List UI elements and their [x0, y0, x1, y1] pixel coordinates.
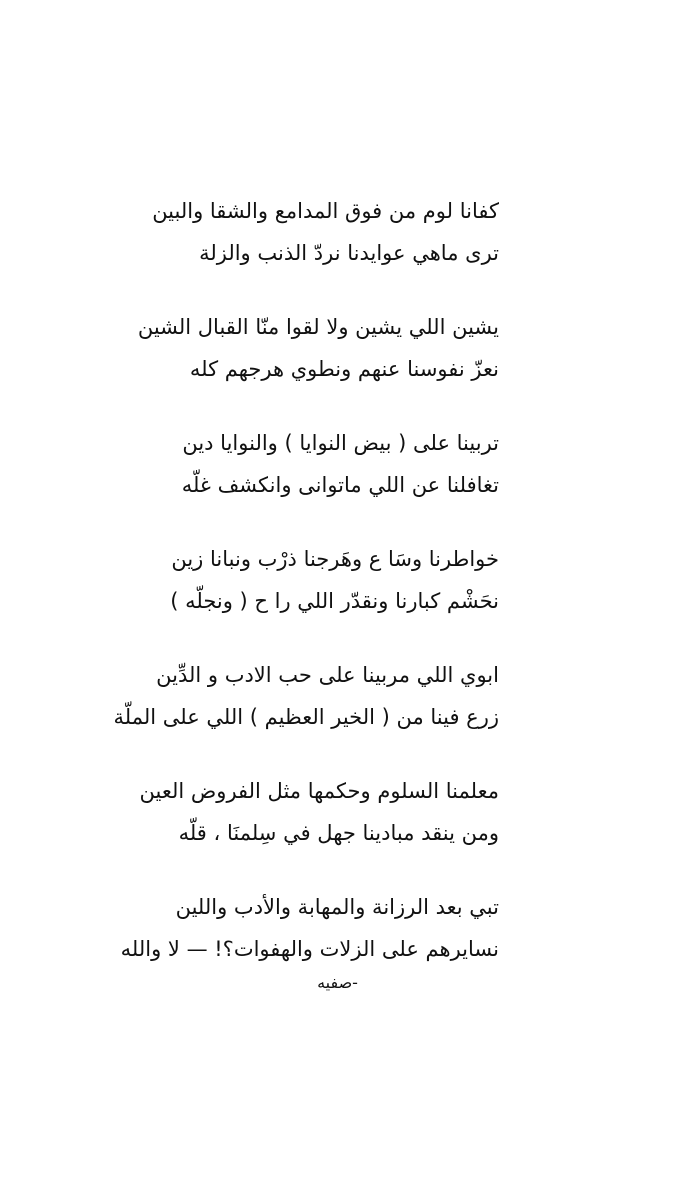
poem-line: كفانا لوم من فوق المدامع والشقا والبين — [152, 199, 499, 223]
poem-line: ومن ينقد مبادينا جهل في سِلمنَا ، قلّه — [178, 821, 499, 845]
stanza-2 — [0, 312, 675, 428]
stanza-1 — [0, 196, 675, 312]
poem — [0, 196, 675, 1008]
author-signature: -صفيه — [317, 973, 358, 992]
poem-line: يشين اللي يشين ولا لقوا منّا القبال الشين — [137, 315, 499, 339]
stanza-6 — [0, 776, 675, 892]
stanza-4 — [0, 544, 675, 660]
poem-line: تغافلنا عن اللي ماتوانى وانكشف غلّه — [181, 473, 499, 497]
poem-line: خواطرنا وسَا ع وهَرجنا ذرْب ونبانا زين — [171, 547, 499, 571]
poem-line: نحَشْم كبارنا ونقدّر اللي را ح ( ونجلّه ) — [170, 589, 499, 613]
stanza-5 — [0, 660, 675, 776]
stanza-3 — [0, 428, 675, 544]
poem-line: تربينا على ( بيض النوايا ) والنوايا دين — [182, 431, 499, 455]
poem-line: نسايرهم على الزلات والهفوات؟! — لا والله — [120, 937, 499, 961]
poem-line: ترى ماهي عوايدنا نردّ الذنب والزلة — [199, 241, 499, 265]
poem-line: معلمنا السلوم وحكمها مثل الفروض العين — [139, 779, 499, 803]
poem-line: تبي بعد الرزانة والمهابة والأدب واللين — [175, 895, 499, 919]
poem-line: زرع فينا من ( الخير العظيم ) اللي على الملّة — [113, 705, 499, 729]
poem-line: نعزّ نفوسنا عنهم ونطوي هرجهم كله — [189, 357, 499, 381]
poem-line: ابوي اللي مربينا على حب الادب و الدِّين — [156, 663, 499, 687]
